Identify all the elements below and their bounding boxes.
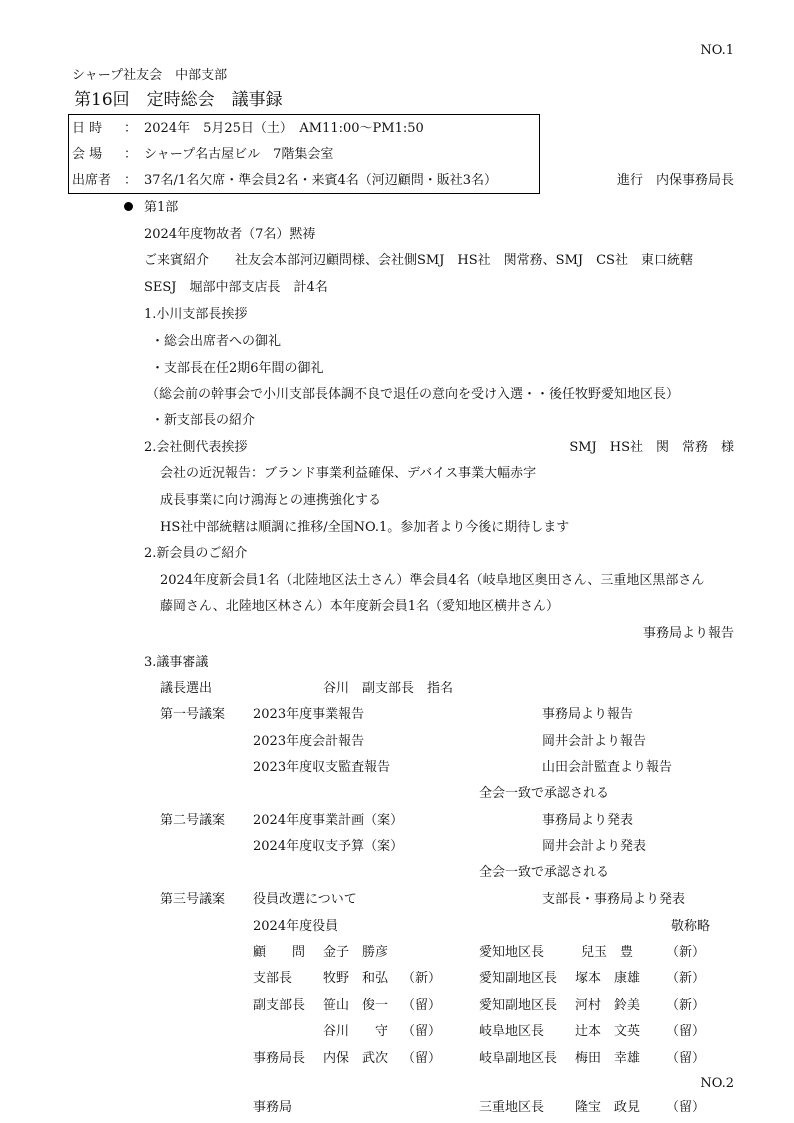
proposal-reporter: 事務局より発表: [542, 813, 634, 828]
body-line: 2024年度新会員1名（北陸地区法土さん）準会員4名（岐阜地区奥田さん、三重地区黒部さん: [160, 573, 705, 588]
officer-role: 支部長: [253, 971, 293, 986]
officer-role: 事務局長: [253, 1051, 306, 1066]
officer-name: 辻本 文英: [575, 1024, 641, 1039]
body-line: 成長事業に向け鴻海との連携強化する: [160, 493, 382, 508]
document-title: 第16回 定時総会 議事録: [74, 90, 283, 110]
officer-status: （新）: [666, 971, 706, 986]
officer-name: 笹山 俊一: [323, 998, 389, 1013]
colon: ：: [124, 147, 138, 162]
proposal-item: 2024年度収支予算（案）: [253, 839, 404, 854]
proposal-reporter: 事務局より報告: [542, 707, 634, 722]
officer-role: 事務局: [253, 1100, 293, 1115]
section-heading: 1.小川支部長挨拶: [144, 307, 248, 322]
proposal-reporter: 岡井会計より発表: [542, 839, 647, 854]
bullet-icon: [124, 202, 133, 211]
attendees-value: 37名/1名欠席・準会員2名・来賓4名（河辺顧問・販社3名）: [144, 173, 498, 188]
proposal-reporter: 支部長・事務局より発表: [542, 892, 686, 907]
section-heading: 3.議事審議: [144, 655, 209, 670]
approval-note: 全会一致で承認される: [479, 865, 610, 880]
officer-status: （留）: [666, 1024, 706, 1039]
venue-label: 会 場: [72, 147, 103, 162]
organization-name: シャープ社友会 中部支部: [72, 68, 228, 83]
proposal-reporter: 山田会計監査より報告: [542, 760, 673, 775]
body-line: 藤岡さん、北陸地区林さん）本年度新会員1名（愛知地区横井さん）: [160, 599, 560, 614]
officer-status: （新）: [666, 945, 706, 960]
date-label: 日 時: [72, 121, 103, 136]
officer-name: 塚本 康雄: [575, 971, 641, 986]
report-note: 事務局より報告: [642, 626, 734, 641]
approval-note: 全会一致で承認される: [479, 786, 610, 801]
officer-role: 副支部長: [253, 998, 306, 1013]
proposal-reporter: 岡井会計より報告: [542, 734, 647, 749]
speaker-name: SMJ HS社 関 常務 様: [569, 440, 734, 455]
body-line: ・支部長在任2期6年間の御礼: [151, 361, 324, 376]
page-number: NO.1: [700, 43, 734, 58]
officer-status: （新）: [402, 971, 442, 986]
officer-role: 顧 問: [253, 945, 306, 960]
officer-name: 内保 武次: [323, 1051, 389, 1066]
officers-title: 2024年度役員: [253, 919, 339, 934]
section-heading: 2.新会員のご紹介: [144, 546, 248, 561]
officer-status: （留）: [402, 998, 442, 1013]
body-line: ・総会出席者への御礼: [151, 334, 282, 349]
memorial-line: 2024年度物故者（7名）黙祷: [144, 227, 316, 242]
officer-name: 河村 鈴美: [575, 998, 641, 1013]
body-line: 会社の近況報告：ブランド事業利益確保、デバイス事業大幅赤字: [160, 466, 537, 481]
chair-value: 谷川 副支部長 指名: [323, 681, 454, 696]
body-line: HS社中部統轄は順調に推移/全国NO.1。参加者より今後に期待します: [160, 520, 570, 535]
officer-role: 三重地区長: [479, 1100, 545, 1115]
colon: ：: [124, 173, 138, 188]
body-line: ・新支部長の紹介: [151, 413, 256, 428]
proposal-item: 2023年度会計報告: [253, 734, 365, 749]
officer-status: （留）: [666, 1100, 706, 1115]
officer-role: 愛知副地区長: [479, 998, 558, 1013]
proposal-label: 第一号議案: [160, 707, 226, 722]
honorific-note: 敬称略: [671, 919, 711, 934]
officer-status: （留）: [402, 1051, 442, 1066]
officer-name: 隆宝 政見: [575, 1100, 641, 1115]
colon: ：: [124, 121, 138, 136]
proposal-item: 2023年度収支監査報告: [253, 760, 391, 775]
section-heading: 2.会社側代表挨拶: [144, 440, 248, 455]
page-number: NO.2: [700, 1076, 734, 1091]
guests-line: SESJ 堀部中部支店長 計4名: [144, 280, 328, 295]
body-line: （総会前の幹事会で小川支部長体調不良で退任の意向を受け入選・・後任牧野愛知地区長）: [146, 387, 680, 402]
part-heading: 第1部: [144, 200, 179, 215]
attendees-label: 出席者: [72, 173, 112, 188]
proposal-item: 役員改選について: [253, 892, 357, 907]
proposal-label: 第三号議案: [160, 892, 226, 907]
officer-status: （新）: [666, 998, 706, 1013]
officer-role: 岐阜副地区長: [479, 1051, 558, 1066]
proposal-item: 2024年度事業計画（案）: [253, 813, 404, 828]
officer-name: 兒玉 豊: [581, 945, 634, 960]
guests-line: ご来賓紹介 社友会本部河辺顧問様、会社側SMJ HS社 関常務、SMJ CS社 東口統轄: [144, 253, 693, 268]
officer-name: 梅田 幸雄: [575, 1051, 641, 1066]
venue-value: シャープ名古屋ビル 7階集会室: [144, 147, 334, 162]
officer-role: 愛知副地区長: [479, 971, 558, 986]
proposal-item: 2023年度事業報告: [253, 707, 365, 722]
officer-name: 金子 勝彦: [323, 945, 389, 960]
officer-name: 牧野 和弘: [323, 971, 389, 986]
officer-status: （留）: [666, 1051, 706, 1066]
date-value: 2024年 5月25日（土） AM11:00～PM1:50: [144, 121, 424, 136]
officer-name: 谷川 守: [323, 1024, 389, 1039]
proposal-label: 第二号議案: [160, 813, 226, 828]
chair-label: 議長選出: [160, 681, 213, 696]
host-note: 進行 内保事務局長: [616, 173, 734, 188]
officer-role: 愛知地区長: [479, 945, 545, 960]
officer-status: （留）: [402, 1024, 442, 1039]
officer-role: 岐阜地区長: [479, 1024, 545, 1039]
